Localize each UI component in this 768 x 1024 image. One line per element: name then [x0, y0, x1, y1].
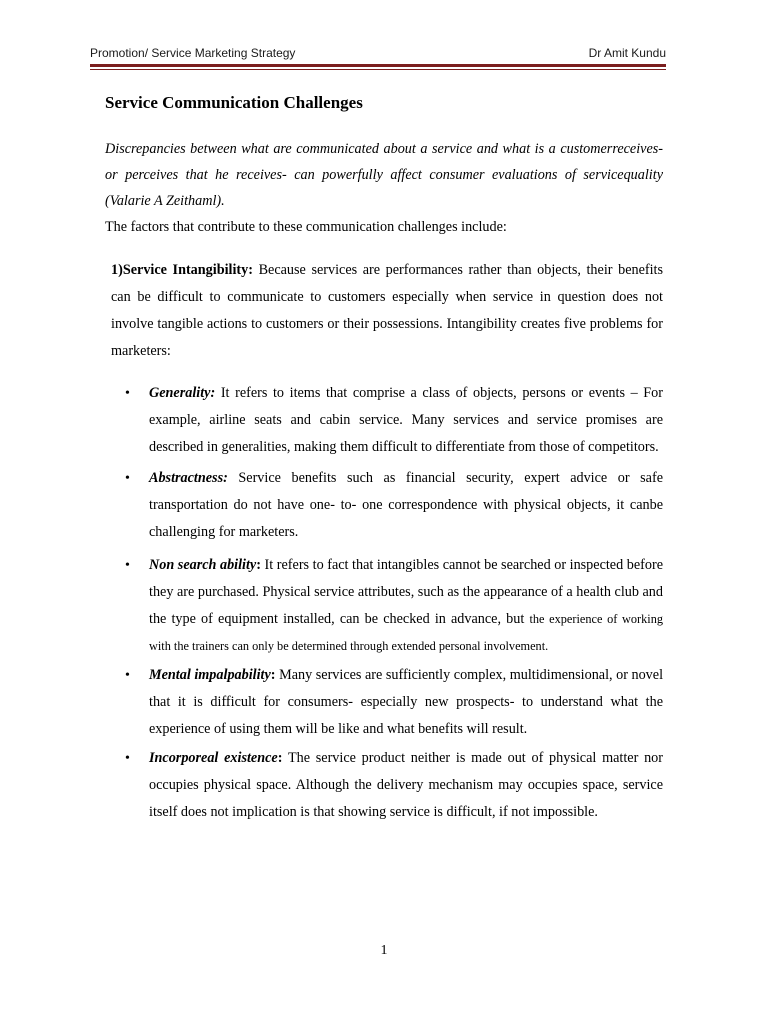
bullet-icon: •	[125, 471, 130, 486]
list-item-generality	[125, 380, 663, 461]
list-item-abstractness	[125, 465, 663, 546]
term-non-search-ability: Non search ability	[149, 557, 257, 573]
list-item-non-search-ability	[125, 552, 663, 660]
header-author: Dr Amit Kundu	[588, 46, 666, 60]
text-non-search-ability-small: the experience of working with the trainers can only be determined through extended personal involvement.	[149, 612, 663, 653]
list-item-incorporeal-existence	[125, 745, 663, 826]
intro-quote: Discrepancies between what are communicated about a service and what is a customerreceives- or perceives that he receives- can powerfully affect consumer evaluations of servicequality (Valarie A Zeithaml).	[105, 141, 663, 209]
text-mental-impalpability: Many services are sufficiently complex, multidimensional, or novel that it is difficult for consumers- especially new prospects- to understand what the experience of using them will be like and what benefits will result.	[149, 667, 664, 737]
term-colon: :	[256, 557, 261, 573]
term-mental-impalpability: Mental impalpability	[149, 667, 271, 683]
term-colon: :	[270, 667, 276, 683]
header-left-title: Promotion/ Service Marketing Strategy	[90, 46, 296, 60]
section-intangibility	[111, 257, 663, 365]
page-title: Service Communication Challenges	[105, 93, 363, 112]
text-abstractness: Service benefits such as financial security, expert advice or safe transportation do not have one- to- one correspondence with physical objects, it canbe challenging for marketers.	[149, 470, 663, 540]
section-number: 1)	[111, 262, 123, 278]
section-text: Because services are performances rather than objects, their benefits can be difficult to communicate to customers especially when service in question does not involve tangible actions to customers or their possessions. Intangibility creates five problems for marketers:	[111, 262, 664, 359]
bullet-icon: •	[125, 558, 130, 573]
bullet-icon: •	[125, 668, 130, 683]
term-abstractness: Abstractness:	[149, 470, 228, 486]
page-number: 1	[380, 943, 388, 958]
running-header	[90, 46, 666, 60]
list-item-mental-impalpability	[125, 662, 663, 743]
problems-list	[125, 380, 663, 826]
term-generality: Generality:	[149, 385, 216, 401]
factors-intro: The factors that contribute to these communication challenges include:	[105, 219, 507, 235]
text-incorporeal-existence: The service product neither is made out of physical matter nor occupies physical space. Although the delivery mechanism may occupies space, service itself does not implication is that showing service is difficult, if not impossible.	[149, 750, 663, 820]
term-colon: :	[277, 750, 283, 766]
header-rule	[90, 64, 666, 67]
bullet-icon: •	[125, 386, 130, 401]
header-rule-thin	[90, 69, 666, 70]
bullet-icon: •	[125, 751, 130, 766]
section-heading: Service Intangibility:	[122, 262, 253, 278]
term-incorporeal-existence: Incorporeal existence	[149, 750, 278, 766]
text-generality: It refers to items that comprise a class of objects, persons or events – For example, airline seats and cabin service. Many services and service promises are described in generalities, making them difficult to differentiate from those of competitors.	[149, 385, 663, 455]
text-non-search-ability: It refers to fact that intangibles cannot be searched or inspected before they are purchased. Physical service attributes, such as the appearance of a health club and the type of equipment installed, can be checked in advance, but	[149, 557, 663, 627]
